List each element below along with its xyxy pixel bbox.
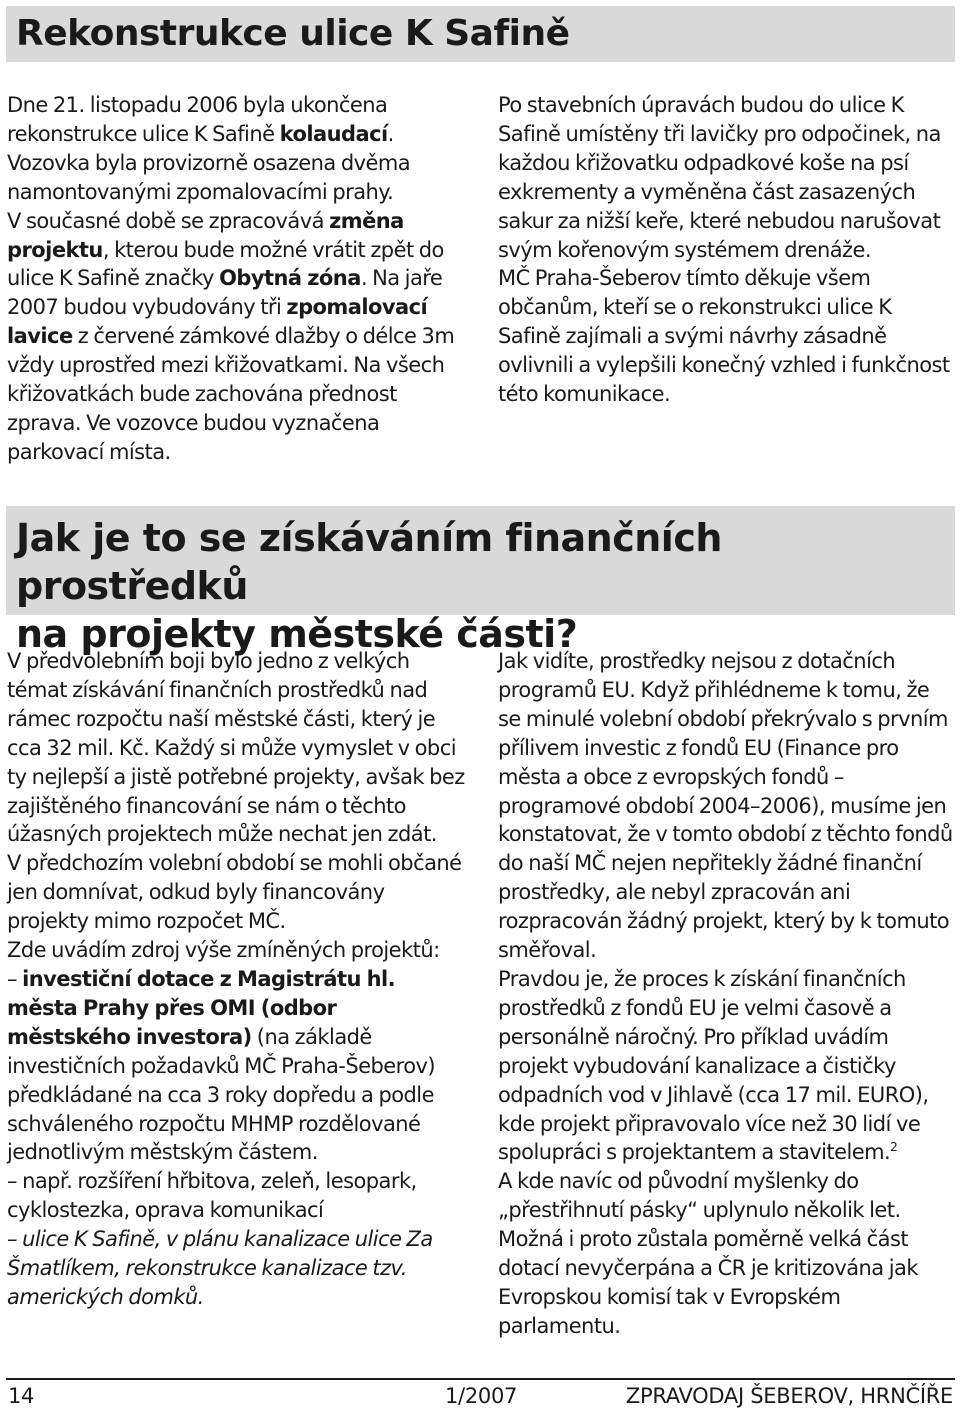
footnote-marker: 2 [890, 1140, 898, 1155]
article1-column-left [7, 91, 465, 467]
text: Pravdou je, že proces k získání finančních prostředků z fondů EU je velmi časově a personálně náročný. Pro příklad uvádím projekt vybudování kanalizace a čističky odpadních vod v Jihlavě (cca 17 mil. EURO), kde projekt připravovalo více než 30 lidí ve spolupráci s projektantem a stavitelem. [498, 966, 929, 1165]
page-number: 14 [8, 1384, 35, 1408]
italic-text: – ulice K Safině, v plánu kanalizace ulice Za Šmatlíkem, rekonstrukce kanalizace tzv. amerických domků. [7, 1227, 433, 1309]
text: , kterou bude možné vrátit zpět do ulice K Safině značky [7, 237, 444, 291]
text: . Vozovka byla provizorně osazena dvěma namontovanými zpomalovacími prahy. [7, 121, 411, 204]
text: z červené zámkové dlažby o délce 3m vždy uprostřed mezi křižovatkami. Na všech křižovatkách bude zachována přednost zprava. Ve vozovce budou vyznačena parkovací místa. [7, 324, 455, 464]
footer-rule [6, 1378, 955, 1380]
paragraph [7, 207, 465, 467]
title-line: Jak je to se získáváním finančních prostředků [16, 516, 722, 608]
bold-text: zpomalovací lavice [7, 295, 428, 349]
paragraph: Jak vidíte, prostředky nejsou z dotačních programů EU. Když přihlédneme k tomu, že se minulé volební období překrývalo s prvním přílivem investic z fondů EU (Finance pro města a obce z evropských fondů – programové období 2004–2006), musíme jen konstatovat, že v tomto období z těchto fondů do naší MČ nejen nepřitekly žádné finanční prostředky, ale nebyl zpracován ani rozpracován žádný projekt, který by k tomuto směřoval. [498, 649, 953, 963]
text: (na základě investičních požadavků MČ Praha-Šeberov) předkládané na cca 3 roky dopředu a podle schváleného rozpočtu MHMP rozdělované jednotlivým městským částem. [7, 1024, 436, 1165]
paragraph [7, 91, 465, 207]
article2-column-right [498, 647, 956, 1341]
paragraph: Po stavebních úpravách budou do ulice K Safině umístěny tři lavičky pro odpočinek, na každou křižovatku odpadkové koše na psí exkrementy a vyměněna část zasazených sakur za nižší keře, které nebudou narušovat svým kořenovým systémem drenáže. [498, 93, 941, 262]
paragraph: MČ Praha-Šeberov tímto děkuje všem občanům, kteří se o rekonstrukci ulice K Safině zajímali a svými návrhy zásadně ovlivnili a vylepšili konečný vzhled i funkčnost této komunikace. [498, 266, 950, 407]
heading-bar-middle [6, 506, 955, 656]
heading-bar-top [6, 6, 955, 62]
text: – [7, 966, 23, 991]
paragraph: Zde uvádím zdroj výše zmíněných projektů: [7, 938, 440, 963]
paragraph: – např. rozšíření hřbitova, zeleň, lesopark, cyklostezka, oprava komunikací [7, 1169, 417, 1223]
text: V současné době se zpracovává [7, 208, 330, 233]
title-line: na projekty městské části? [16, 612, 578, 656]
bold-text: kolaudací [279, 121, 388, 146]
bold-text: investiční dotace z Magistrátu hl. města Prahy přes OMI (odbor městského investora) [7, 966, 396, 1049]
bold-text: změna projektu [7, 208, 404, 262]
text: . Na jaře 2007 budou vybudovány tři [7, 266, 443, 320]
publication-name: ZPRAVODAJ ŠEBEROV, HRNČÍŘE [625, 1384, 953, 1408]
bold-text: Obytná zóna [219, 266, 361, 291]
paragraph [7, 965, 465, 1167]
paragraph [7, 1225, 465, 1312]
issue-number: 1/2007 [445, 1384, 518, 1408]
article1-column-right [498, 91, 956, 409]
paragraph: A kde navíc od původní myšlenky do „přestřihnutí pásky“ uplynulo několik let. Možná i proto zůstala poměrně velká část dotací nevyčerpána a ČR je kritizována jak Evropskou komisí tak v Evropském parlamentu. [498, 1169, 918, 1338]
paragraph: V předvolebním boji bylo jedno z velkých témat získávání finančních prostředků nad rámec rozpočtu naší městské části, který je cca 32 mil. Kč. Každý si může vymyslet v obci ty nejlepší a jistě potřebné projekty, avšak bez zajištěného financování se nám o těchto úžasných projektech může nechat jen zdát. [7, 649, 465, 847]
paragraph [498, 965, 956, 1167]
article-title-safine: Rekonstrukce ulice K Safině [16, 13, 570, 54]
article-title-funding [16, 514, 955, 658]
text: Dne 21. listopadu 2006 byla ukončena rekonstrukce ulice K Safině [7, 93, 388, 146]
paragraph: V předchozím volební období se mohli občané jen domnívat, odkud byly financovány projekty mimo rozpočet MČ. [7, 851, 462, 934]
article2-column-left [7, 647, 465, 1312]
